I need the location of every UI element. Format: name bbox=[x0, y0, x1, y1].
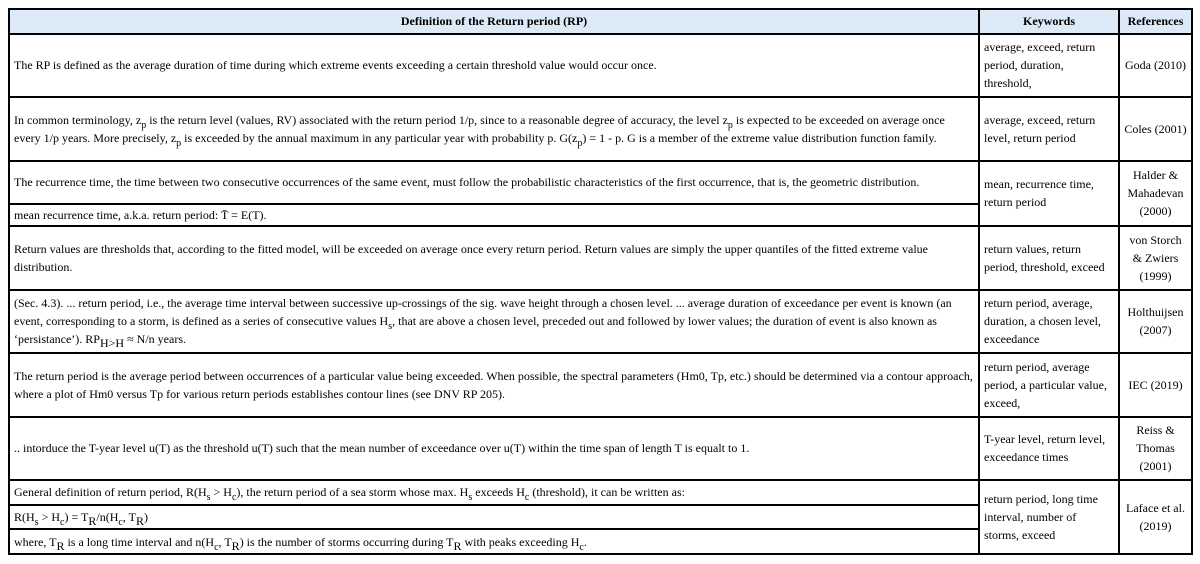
table-row bbox=[9, 34, 1192, 98]
keywords-cell: mean, recurrence time, return period bbox=[979, 161, 1119, 227]
keywords-cell: return values, return period, threshold, exceed bbox=[979, 226, 1119, 290]
reference-cell: Reiss & Thomas (2001) bbox=[1119, 417, 1192, 481]
table-row bbox=[9, 290, 1192, 354]
definition-cell: In common terminology, $z_p$ is the return level (values, RV) associated with the return period 1/p, since to a reasonable degree of accuracy, the level $z_p$ is expected to be exceeded on average once every 1/p years. More precisely, $z_p$ is exceeded by the annual maximum in any particular year with probability p. $G(z_p) = 1 - p$. G is a member of the extreme value distribution function family. bbox=[9, 97, 979, 161]
definition-cell: .. intorduce the T-year level u(T) as the threshold u(T) such that the mean number of exceedance over u(T) within the time span of length T is equalt to 1. bbox=[9, 417, 979, 481]
definition-cell: mean recurrence time, a.k.a. return period: T̄ = E(T). bbox=[9, 204, 979, 227]
keywords-cell: average, exceed, return period, duration, threshold, bbox=[979, 34, 1119, 98]
reference-cell: Coles (2001) bbox=[1119, 97, 1192, 161]
definition-cell: (Sec. 4.3). ... return period, i.e., the average time interval between successive up-crossings of the sig. wave height through a chosen level. ... average duration of exceedance per event is known (an event, corresponding to a storm, is defined as a series of consecutive values $H_s$, that are above a chosen level, preceded out and followed by lower values; the duration of event is also known as ‘persistance’). $RP_{H>H} \approx N/n$ years. bbox=[9, 290, 979, 354]
definition-cell: The recurrence time, the time between two consecutive occurrences of the same event, must follow the probabilistic characteristics of the first occurrence, that is, the geometric distribution. bbox=[9, 161, 979, 204]
keywords-cell: return period, average, duration, a chosen level, exceedance bbox=[979, 290, 1119, 354]
reference-cell: IEC (2019) bbox=[1119, 353, 1192, 417]
reference-cell: von Storch & Zwiers (1999) bbox=[1119, 226, 1192, 290]
reference-cell: Goda (2010) bbox=[1119, 34, 1192, 98]
definition-cell: General definition of return period, $R(H_s > H_c)$, the return period of a sea storm whose max. $H_s$ exceeds $H_c$ (threshold), it can be written as: bbox=[9, 480, 979, 505]
definition-cell: The RP is defined as the average duration of time during which extreme events exceeding a certain threshold value would occur once. bbox=[9, 34, 979, 98]
table-row bbox=[9, 97, 1192, 161]
table-header-row bbox=[9, 9, 1192, 34]
reference-cell: Halder & Mahadevan (2000) bbox=[1119, 161, 1192, 227]
table-row bbox=[9, 417, 1192, 481]
keywords-cell: return period, average period, a particular value, exceed, bbox=[979, 353, 1119, 417]
definition-cell: $R(H_s > H_c) = T_R/n(H_c$, $T_R$) bbox=[9, 505, 979, 530]
header-references: References bbox=[1119, 9, 1192, 34]
header-definition: Definition of the Return period (RP) bbox=[9, 9, 979, 34]
definition-cell: where, $T_R$ is a long time interval and $n(H_c$, $T_R$) is the number of storms occurring during $T_R$ with peaks exceeding $H_c$. bbox=[9, 529, 979, 554]
table-row bbox=[9, 480, 1192, 505]
reference-cell: Laface et al. (2019) bbox=[1119, 480, 1192, 554]
table-row bbox=[9, 226, 1192, 290]
keywords-cell: T-year level, return level, exceedance times bbox=[979, 417, 1119, 481]
definition-cell: Return values are thresholds that, according to the fitted model, will be exceeded on average once every return period. Return values are simply the upper quantiles of the fitted extreme value distribution. bbox=[9, 226, 979, 290]
reference-cell: Holthuijsen (2007) bbox=[1119, 290, 1192, 354]
return-period-table bbox=[8, 8, 1193, 555]
keywords-cell: average, exceed, return level, return period bbox=[979, 97, 1119, 161]
definition-cell: The return period is the average period between occurrences of a particular value being exceeded. When possible, the spectral parameters (Hm0, Tp, etc.) should be determined via a contour approach, where a plot of Hm0 versus Tp for various return periods establishes contour lines (see DNV RP 205). bbox=[9, 353, 979, 417]
keywords-cell: return period, long time interval, number of storms, exceed bbox=[979, 480, 1119, 554]
table-row bbox=[9, 161, 1192, 204]
header-keywords: Keywords bbox=[979, 9, 1119, 34]
table-row bbox=[9, 353, 1192, 417]
